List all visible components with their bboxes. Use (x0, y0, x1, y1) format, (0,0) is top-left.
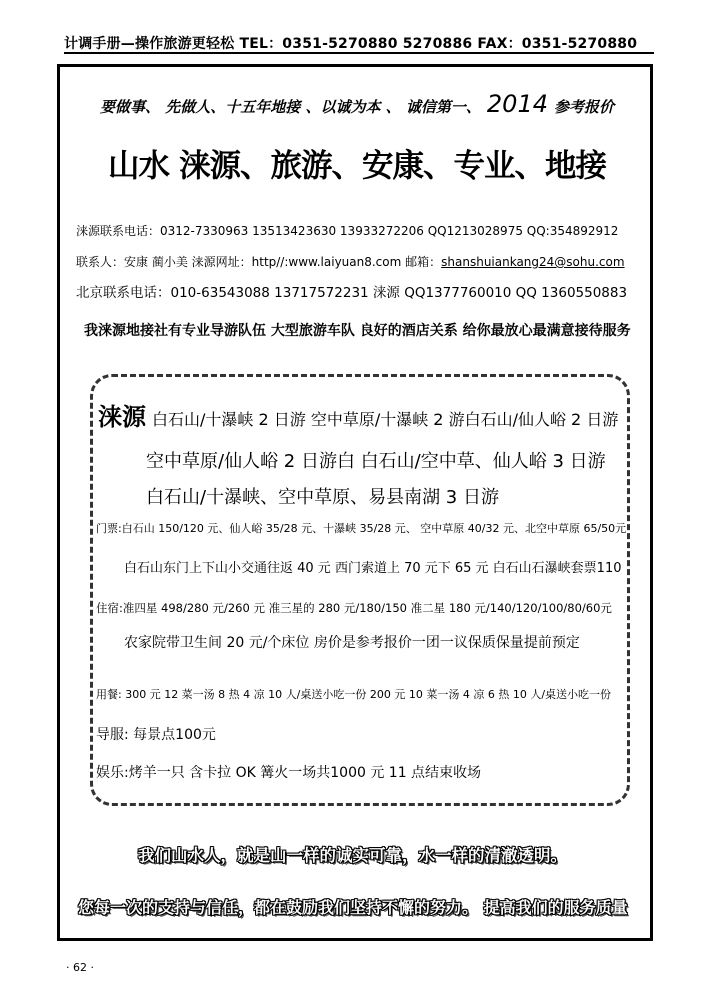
tour-line-1-text: 白石山/十瀑峡 2 日游 空中草原/十瀑峡 2 游白石山/仙人峪 2 日游 (152, 410, 619, 429)
contact-person-text: 联系人：安康 蔺小美 涞源网址：http//:www.laiyuan8.com 邮箱： (76, 255, 442, 269)
contact-beijing-phones: 北京联系电话：010-63543088 13717572231 涞源 QQ1377760010 QQ 1360550883 (76, 285, 628, 301)
intro-line: 我涞源地接社有专业导游队伍 大型旅游车队 良好的酒店关系 给你最放心最满意接待服务 (84, 323, 631, 339)
slogan-text: 要做事、 先做人、十五年地接 、以诚为本 、 诚信第一、 (100, 98, 481, 116)
page-header: 计调手册—操作旅游更轻松 TEL：0351-5270880 5270886 FAX：0351-5270880 (64, 36, 638, 52)
meals-line: 用餐: 300 元 12 菜一汤 8 热 4 凉 10 人/桌送小吃一份 200 元 10 菜一汤 4 凉 6 热 10 人/桌送小吃一份 (96, 688, 612, 701)
tour-line-2: 空中草原/仙人峪 2 日游白 白石山/空中草、仙人峪 3 日游 (146, 451, 606, 472)
page-number: · 62 · (66, 961, 94, 974)
tour-brand: 涞源 (98, 403, 146, 431)
header-rule (64, 52, 654, 54)
lodging-farmhouse-line: 农家院带卫生间 20 元/个床位 房价是参考报价一团一议保质保量提前预定 (124, 635, 580, 651)
slogan-year: 2014 (486, 90, 548, 118)
ad-title: 山水 涞源、旅游、安康、专业、地接 (108, 148, 606, 184)
slogan (100, 90, 614, 118)
contact-laiyuan-phones: 涞源联系电话：0312-7330963 13513423630 13933272206 QQ1213028975 QQ:354892912 (76, 224, 619, 238)
tour-line-3: 白石山/十瀑峡、空中草原、易县南湖 3 日游 (146, 487, 499, 508)
guide-line: 导服: 每景点100元 (96, 727, 216, 743)
closing-line-1: 我们山水人，就是山一样的诚实可靠，水一样的清澈透明。 (138, 846, 567, 865)
tour-line-1 (98, 397, 618, 432)
email-link[interactable]: shanshuiankang24@sohu.com (441, 255, 625, 269)
entertainment-line: 娱乐:烤羊一只 含卡拉 OK 篝火一场共1000 元 11 点结束收场 (96, 765, 482, 781)
contact-person-website (76, 253, 625, 270)
slogan-suffix: 参考报价 (553, 98, 614, 116)
lodging-line: 住宿:准四星 498/280 元/260 元 准三星的 280 元/180/150 准二星 180 元/140/120/100/80/60元 (96, 601, 612, 615)
closing-line-2: 您每一次的支持与信任，都在鼓励我们坚持不懈的努力。 提高我们的服务质量 (78, 898, 628, 917)
shuttle-line: 白石山东门上下山小交通往返 40 元 西门索道上 70 元下 65 元 白石山石瀑峡套票110 (124, 561, 622, 576)
tickets-line: 门票:白石山 150/120 元、仙人峪 35/28 元、十瀑峡 35/28 元、 空中草原 40/32 元、北空中草原 65/50元 (96, 522, 627, 535)
